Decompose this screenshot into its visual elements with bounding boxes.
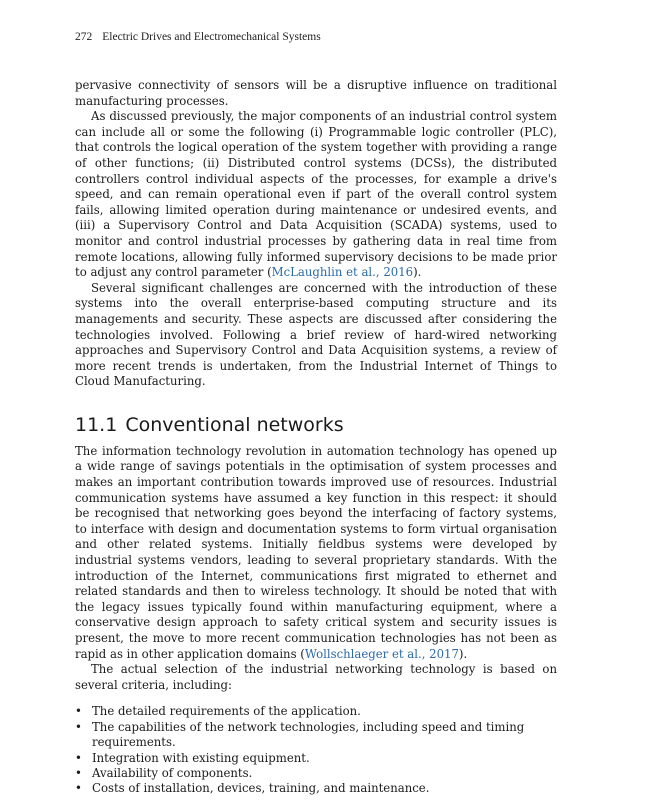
bullet-icon: •	[75, 719, 82, 734]
paragraph-text: As discussed previously, the major components of an industrial control system can include all or some the following (i) Programmable logic controller (PLC), that controls the logical operation of the system together with providing a range of other functions; (ii) Distributed control systems (DCSs), the distributed controllers control individual aspects of the processes, for example a drive's speed, and can remain operational even if part of the overall control system fails, allowing limited operation during maintenance or undesired events, and (iii) a Supervisory Control and Data Acquisition (SCADA) systems, used to monitor and control industrial processes by gathering data in real time from remote locations, allowing fully informed supervisory decisions to be made prior to adjust any control parameter (	[75, 109, 557, 280]
list-item-text: Integration with existing equipment.	[92, 750, 310, 765]
citation-link-wollschlaeger[interactable]: Wollschlaeger et al., 2017	[304, 646, 459, 661]
citation-link-mclaughlin[interactable]: McLaughlin et al., 2016	[271, 265, 414, 280]
section-heading	[75, 413, 557, 437]
section-number: 11.1	[75, 413, 118, 436]
body-text	[75, 78, 557, 797]
paragraph-text: The information technology revolution in automation technology has opened up a wide range of savings potentials in the optimisation of system processes and makes an important contribution towards improved use of resources. Industrial communication systems have assumed a key function in this respect: it should be recognised that networking goes beyond the interfacing of factory systems, to interface with design and documentation systems to form virtual organisation and other related systems. Initially fieldbus systems were developed by industrial systems vendors, leading to several proprietary standards. With the introduction of the Internet, communications first migrated to ethernet and related standards and then to wireless technology. It should be noted that with the legacy issues typically found within manufacturing equipment, where a conservative design approach to safety critical system and security issues is present, the move to more recent communication technologies has not been as rapid as in other application domains (	[75, 443, 557, 661]
list-item-text: Costs of installation, devices, training, and maintenance.	[92, 781, 430, 796]
paragraph-challenges: Several significant challenges are concerned with the introduction of these systems into the overall enterprise-based computing structure and its managements and security. These aspects are discussed after considering the technologies involved. Following a brief review of hard-wired networking approaches and Supervisory Control and Data Acquisition systems, a review of more recent trends is undertaken, from the Industrial Internet of Things to Cloud Manufacturing.	[75, 280, 557, 389]
book-title: Electric Drives and Electromechanical Systems	[102, 31, 321, 43]
bullet-icon: •	[75, 781, 82, 796]
section-title: Conventional networks	[125, 413, 344, 436]
list-item	[75, 766, 557, 781]
list-item	[75, 781, 557, 796]
paragraph-continuation: pervasive connectivity of sensors will be a disruptive influence on traditional manufacturing processes.	[75, 78, 557, 108]
page-number: 272	[75, 31, 93, 43]
list-item-text: The detailed requirements of the application.	[92, 704, 361, 719]
running-header	[75, 31, 321, 43]
bullet-icon: •	[75, 766, 82, 780]
paragraph-ics-components	[75, 109, 557, 281]
paragraph-selection-criteria: The actual selection of the industrial networking technology is based on several criteria, including:	[75, 662, 557, 692]
paragraph-it-revolution	[75, 444, 557, 662]
bullet-icon: •	[75, 704, 82, 719]
list-item-text: The capabilities of the network technologies, including speed and timing requirements.	[92, 719, 525, 750]
paragraph-end: ).	[458, 646, 468, 661]
list-item	[75, 751, 557, 766]
list-item-text: Availability of components.	[92, 766, 253, 780]
paragraph-end: ).	[413, 265, 422, 280]
list-item	[75, 720, 557, 751]
criteria-list	[75, 704, 557, 796]
bullet-icon: •	[75, 750, 82, 765]
list-item	[75, 704, 557, 719]
